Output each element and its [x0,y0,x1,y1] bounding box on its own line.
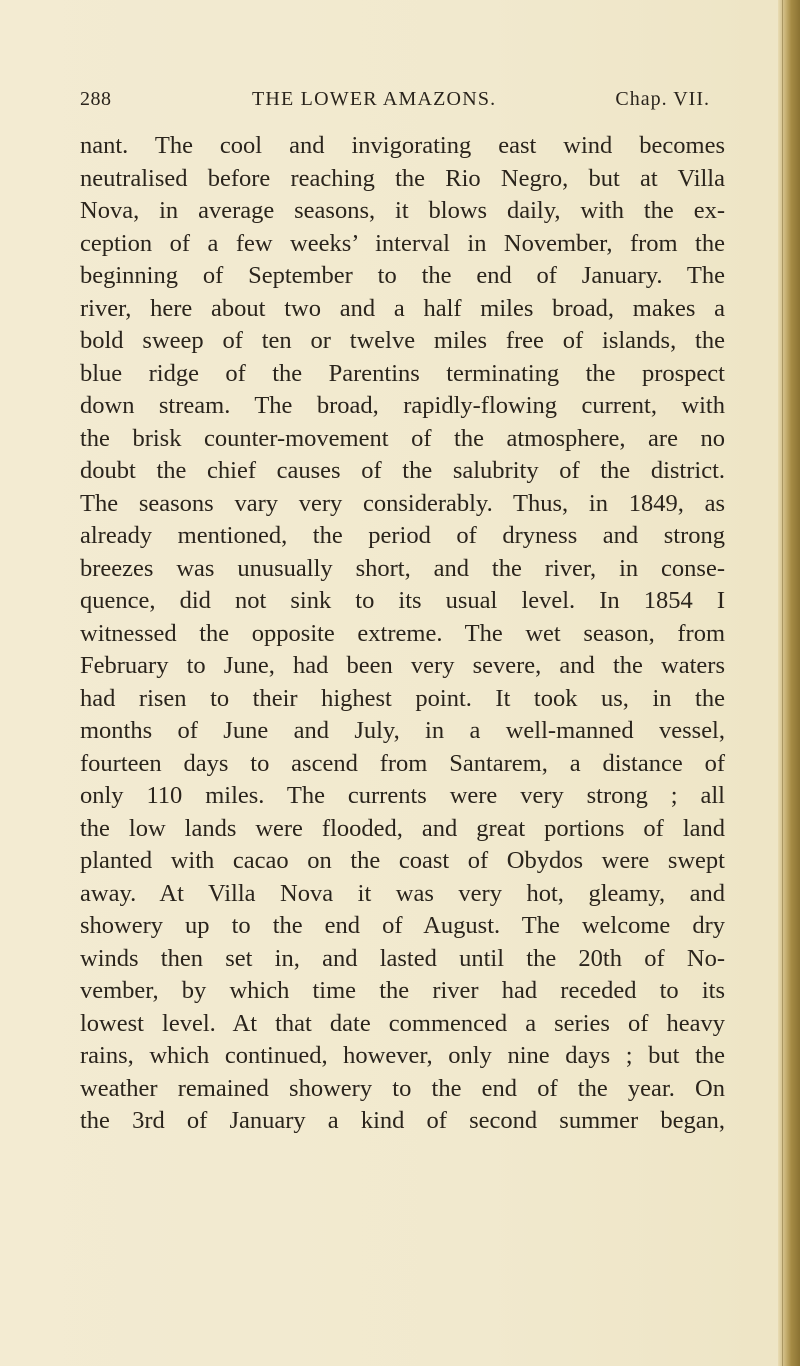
text-line: the 3rd of January a kind of second summer began, [80,1107,725,1134]
text-line: planted with cacao on the coast of Obydos were swept [80,847,725,874]
book-title: THE LOWER AMAZONS. [252,88,497,110]
text-line: showery up to the end of August. The welcome dry [80,912,725,939]
text-line: lowest level. At that date commenced a series of heavy [80,1009,725,1037]
text-line: bold sweep of ten or twelve miles free of islands, the [80,327,725,354]
text-line: river, here about two and a half miles broad, makes a [80,294,725,322]
text-line: nant. The cool and invigorating east wind becomes [80,132,725,159]
text-line: witnessed the opposite extreme. The wet season, from [80,619,725,647]
text-line: doubt the chief causes of the salubrity of the district. [80,457,725,484]
text-line: rains, which continued, however, only nine days ; but the [80,1042,725,1069]
page-number: 288 [80,88,112,110]
text-line: neutralised before reaching the Rio Negro, but at Villa [80,164,725,192]
text-line: vember, by which time the river had receded to its [80,977,725,1004]
text-line: blue ridge of the Parentins terminating the prospect [80,359,725,387]
page-edge [778,0,800,1366]
text-line: Nova, in average seasons, it blows daily, with the ex- [80,197,725,224]
text-line: ception of a few weeks’ interval in November, from the [80,229,725,257]
text-line: beginning of September to the end of January. The [80,262,725,289]
text-line: the brisk counter-movement of the atmosphere, are no [80,424,725,452]
text-line: weather remained showery to the end of the year. On [80,1074,725,1102]
text-line: down stream. The broad, rapidly-flowing current, with [80,392,725,419]
text-line: winds then set in, and lasted until the 20th of No- [80,944,725,972]
body-text [80,130,725,1138]
text-line: quence, did not sink to its usual level. In 1854 I [80,587,725,614]
running-head [80,88,710,118]
text-line: already mentioned, the period of dryness and strong [80,522,725,549]
text-line: months of June and July, in a well-manned vessel, [80,717,725,744]
text-line: fourteen days to ascend from Santarem, a distance of [80,749,725,777]
text-line: only 110 miles. The currents were very strong ; all [80,782,725,809]
text-line: breezes was unusually short, and the river, in conse- [80,554,725,582]
text-line: away. At Villa Nova it was very hot, gleamy, and [80,879,725,907]
text-line: the low lands were flooded, and great portions of land [80,814,725,842]
text-line: had risen to their highest point. It took us, in the [80,684,725,712]
chapter-label: Chap. VII. [615,88,710,110]
text-line: February to June, had been very severe, and the waters [80,652,725,679]
text-line: The seasons vary very considerably. Thus, in 1849, as [80,489,725,517]
